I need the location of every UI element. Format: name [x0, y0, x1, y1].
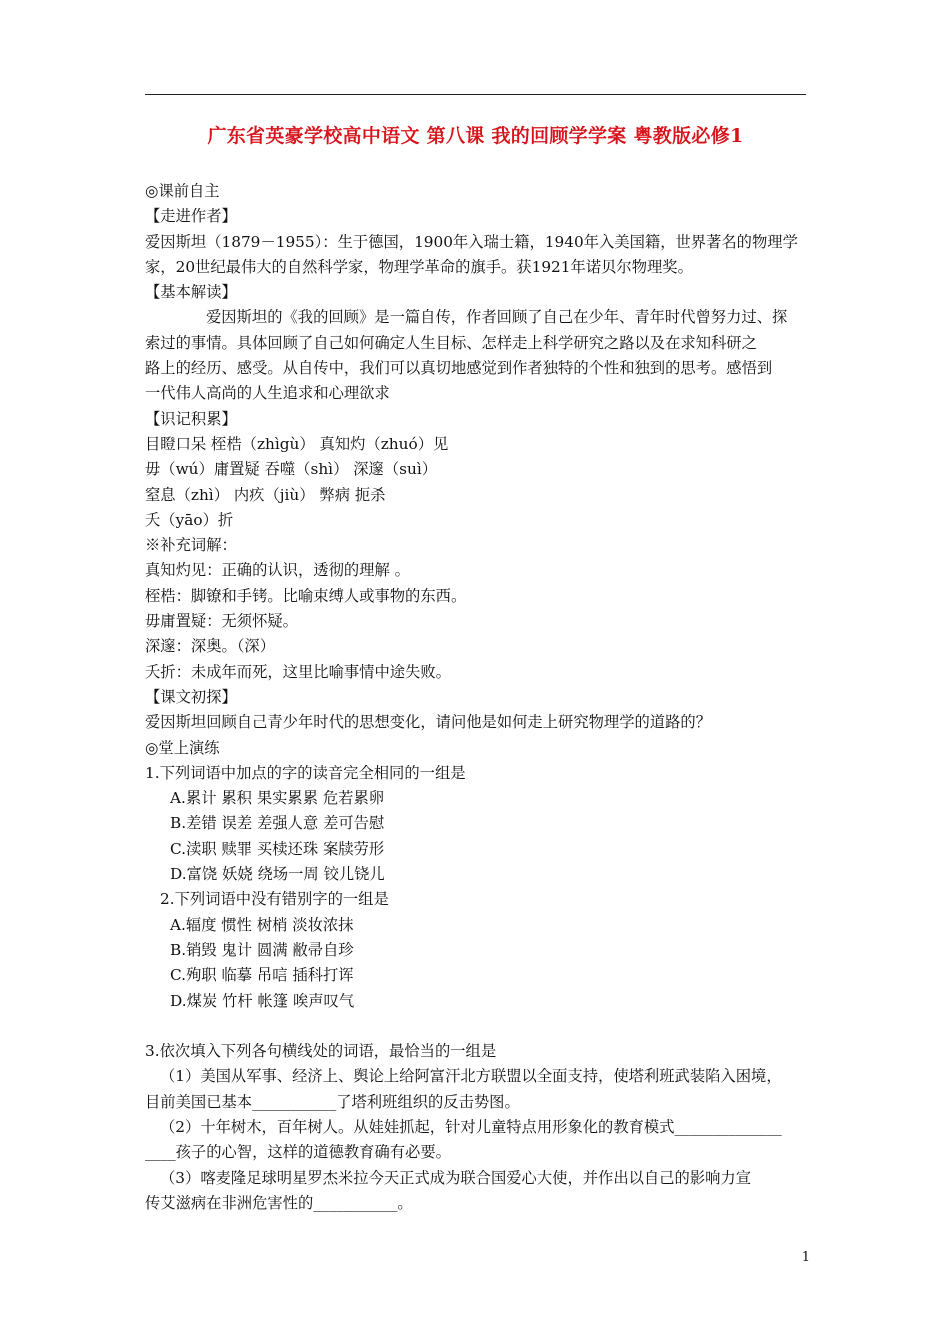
question-stem: 1.下列词语中加点的字的读音完全相同的一组是 — [145, 763, 466, 782]
question-line: 爱因斯坦回顾自己青少年时代的思想变化，请问他是如何走上研究物理学的道路的？ — [145, 713, 711, 732]
answer-option: B.销毁 鬼计 圆满 敝帚自珍 — [170, 940, 354, 959]
subsection-heading: 【基本解读】 — [145, 283, 237, 302]
fill-blank-line: （3）喀麦隆足球明星罗杰米拉今天正式成为联合国爱心大使，并作出以自己的影响力宣 — [160, 1168, 752, 1187]
paragraph-line: 路上的经历、感受。从自传中，我们可以真切地感觉到作者独特的个性和独到的思考。感悟到 — [145, 359, 773, 378]
fill-blank-line: ____孩子的心智，这样的道德教育确有必要。 — [145, 1143, 451, 1162]
subsection-heading: 【识记积累】 — [145, 409, 237, 428]
section-heading: ◎堂上演练 — [145, 738, 220, 757]
paragraph-line: 一代伟人高尚的人生追求和心理欲求 — [145, 384, 390, 403]
note-heading: ※补充词解： — [145, 536, 237, 555]
question-stem: 2.下列词语中没有错别字的一组是 — [160, 890, 389, 909]
subsection-heading: 【课文初探】 — [145, 687, 237, 706]
question-stem: 3.依次填入下列各句横线处的词语，最恰当的一组是 — [145, 1042, 497, 1061]
definition-line: 毋庸置疑：无须怀疑。 — [145, 612, 298, 631]
answer-option: C.殉职 临摹 吊唁 插科打诨 — [170, 966, 354, 985]
answer-option: A.辐度 惯性 树梢 淡妆浓抹 — [170, 915, 354, 934]
answer-option: B.差错 误差 差强人意 差可告慰 — [170, 814, 385, 833]
answer-option: D.富饶 妖娆 绕场一周 铰儿铙儿 — [170, 865, 385, 884]
subsection-heading: 【走进作者】 — [145, 207, 237, 226]
fill-blank-line: 目前美国已基本___________了塔利班组织的反击势图。 — [145, 1092, 520, 1111]
answer-option: D.煤炭 竹杆 帐篷 唉声叹气 — [170, 991, 355, 1010]
definition-line: 真知灼见：正确的认识，透彻的理解 。 — [145, 561, 410, 580]
spacer — [145, 1014, 809, 1039]
fill-blank-line: （1）美国从军事、经济上、舆论上给阿富汗北方联盟以全面支持，使塔利班武装陷入困境， — [160, 1067, 782, 1086]
fill-blank-line: 传艾滋病在非洲危害性的___________。 — [145, 1193, 413, 1212]
definition-line: 深邃：深奥。（深） — [145, 637, 276, 656]
paragraph-line: 爱因斯坦（1879－1955）：生于德国，1900年入瑞士籍，1940年入美国籍，世界著名的物理学 — [145, 232, 798, 251]
definition-line: 夭折：未成年而死，这里比喻事情中途失败。 — [145, 662, 451, 681]
vocabulary-line: 目瞪口呆 桎梏（zhìgù） 真知灼（zhuó）见 — [145, 434, 449, 453]
paragraph-line: 索过的事情。具体回顾了自己如何确定人生目标、怎样走上科学研究之路以及在求知科研之 — [145, 333, 757, 352]
paragraph-line: 家，20世纪最伟大的自然科学家，物理学革命的旗手。获1921年诺贝尔物理奖。 — [145, 257, 693, 276]
header-rule — [145, 94, 806, 95]
paragraph-line: 爱因斯坦的《我的回顾》是一篇自传，作者回顾了自己在少年、青年时代曾努力过、探 — [206, 308, 788, 327]
answer-option: C.渎职 赎罪 买椟还珠 案牍劳形 — [170, 839, 385, 858]
definition-line: 桎梏：脚镣和手铐。比喻束缚人或事物的东西。 — [145, 586, 467, 605]
section-heading: ◎课前自主 — [145, 182, 220, 200]
fill-blank-line: （2）十年树木，百年树人。从娃娃抓起，针对儿童特点用形象化的教育模式______________ — [160, 1117, 782, 1136]
document-title: 广东省英豪学校高中语文 第八课 我的回顾学学案 粤教版必修1 — [207, 125, 744, 147]
answer-option: A.累计 累积 果实累累 危若累卵 — [170, 789, 385, 808]
document-body — [145, 179, 809, 1216]
vocabulary-line: 夭（yāo）折 — [145, 510, 234, 529]
vocabulary-line: 毋（wú）庸置疑 吞噬（shì） 深邃（suì） — [145, 460, 438, 479]
page-number: 1 — [801, 1250, 810, 1265]
vocabulary-line: 窒息（zhì） 内疚（jiù） 弊病 扼杀 — [145, 485, 386, 504]
